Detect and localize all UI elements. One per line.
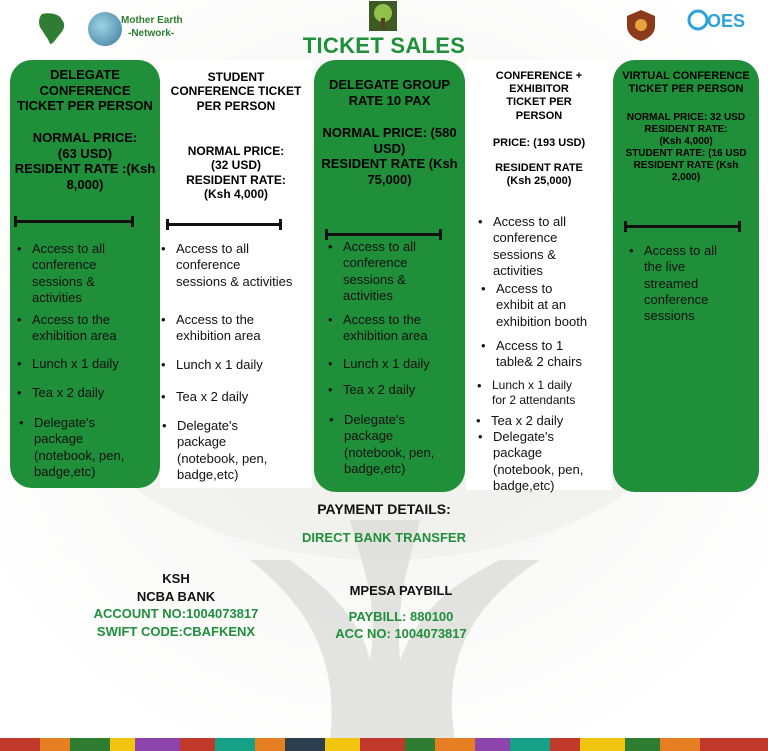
feature-item: • Access to 1 table& 2 chairs [496,338,582,371]
feature-item: • Delegate's package (notebook, pen, badge,etc) [177,418,267,483]
payment-details-heading: PAYMENT DETAILS: [317,501,451,517]
feature-item: • Access to all conference sessions & activities [176,241,292,290]
mpesa-details: MPESA PAYBILL PAYBILL: 880100 ACC NO: 1004073817 [335,583,467,642]
feature-item: • Access to all conference sessions & activities [493,214,566,279]
divider-line [166,223,282,226]
feature-item: • Access to the exhibition area [176,312,261,345]
feature-item: • Lunch x 1 daily for 2 attendants [492,378,575,408]
feature-item: • Lunch x 1 daily [32,356,119,372]
card-header: DELEGATE CONFERENCE TICKET PER PERSON [17,67,153,114]
card-price: NORMAL PRICE: (32 USD) RESIDENT RATE: (Ksh 4,000) [186,144,286,202]
divider-line [325,233,442,236]
feature-item: • Tea x 2 daily [176,389,248,405]
mother-earth-network-logo: Mother Earth -Network- [88,10,188,48]
feature-item: • Lunch x 1 daily [343,356,430,372]
payment-method: DIRECT BANK TRANSFER [302,530,466,545]
feature-item: • Access to all conference sessions & activities [343,239,416,304]
student-ticket-card [160,60,312,488]
card-header: DELEGATE GROUP RATE 10 PAX [328,77,451,108]
card-price: NORMAL PRICE: 32 USD RESIDENT RATE: (Ksh 4,000) STUDENT RATE: (16 USD RESIDENT RATE (Ksh 2,000) [625,112,747,183]
svg-text:OES: OES [707,11,746,31]
feature-item: • Tea x 2 daily [32,385,104,401]
feature-item: • Delegate's package (notebook, pen, badge,etc) [344,412,434,477]
feature-item: • Tea x 2 daily [491,413,563,429]
feature-item: • Delegate's package (notebook, pen, badge,etc) [34,415,124,480]
delegate-group-ticket-card [314,60,465,492]
feature-item: • Access to exhibit at an exhibition booth [496,281,587,330]
feature-item: • Access to all conference sessions & activities [32,241,105,306]
feature-item: • Access to the exhibition area [343,312,428,345]
card-header: CONFERENCE + EXHIBITOR TICKET PER PERSON [495,70,583,122]
virtual-ticket-card [613,60,759,492]
decorative-pattern-strip [0,738,768,751]
feature-item: • Lunch x 1 daily [176,357,263,373]
tree-logo [368,0,398,32]
oes-logo [688,8,746,32]
feature-item: • Delegate's package (notebook, pen, badge,etc) [493,429,583,494]
delegate-ticket-card [10,60,160,488]
feature-item: • Access to all the live streamed conference sessions [644,243,717,324]
divider-line [624,225,741,228]
exhibitor-ticket-card [466,60,612,493]
card-price: PRICE: (193 USD) RESIDENT RATE (Ksh 25,000) [492,137,586,188]
card-price: NORMAL PRICE: (63 USD) RESIDENT RATE :(Ksh 8,000) [14,130,156,192]
card-price: NORMAL PRICE: (580 USD) RESIDENT RATE (Ksh 75,000) [321,125,458,187]
feature-item: • Tea x 2 daily [343,382,415,398]
page-title: TICKET SALES [302,33,466,58]
bank-details: KSH NCBA BANK ACCOUNT NO:1004073817 SWIFT CODE:CBAFKENX [93,571,259,639]
feature-item: • Access to the exhibition area [32,312,117,345]
card-header: VIRTUAL CONFERENCE TICKET PER PERSON [622,70,750,96]
card-header: STUDENT CONFERENCE TICKET PER PERSON [170,70,302,113]
divider-line [14,220,134,223]
